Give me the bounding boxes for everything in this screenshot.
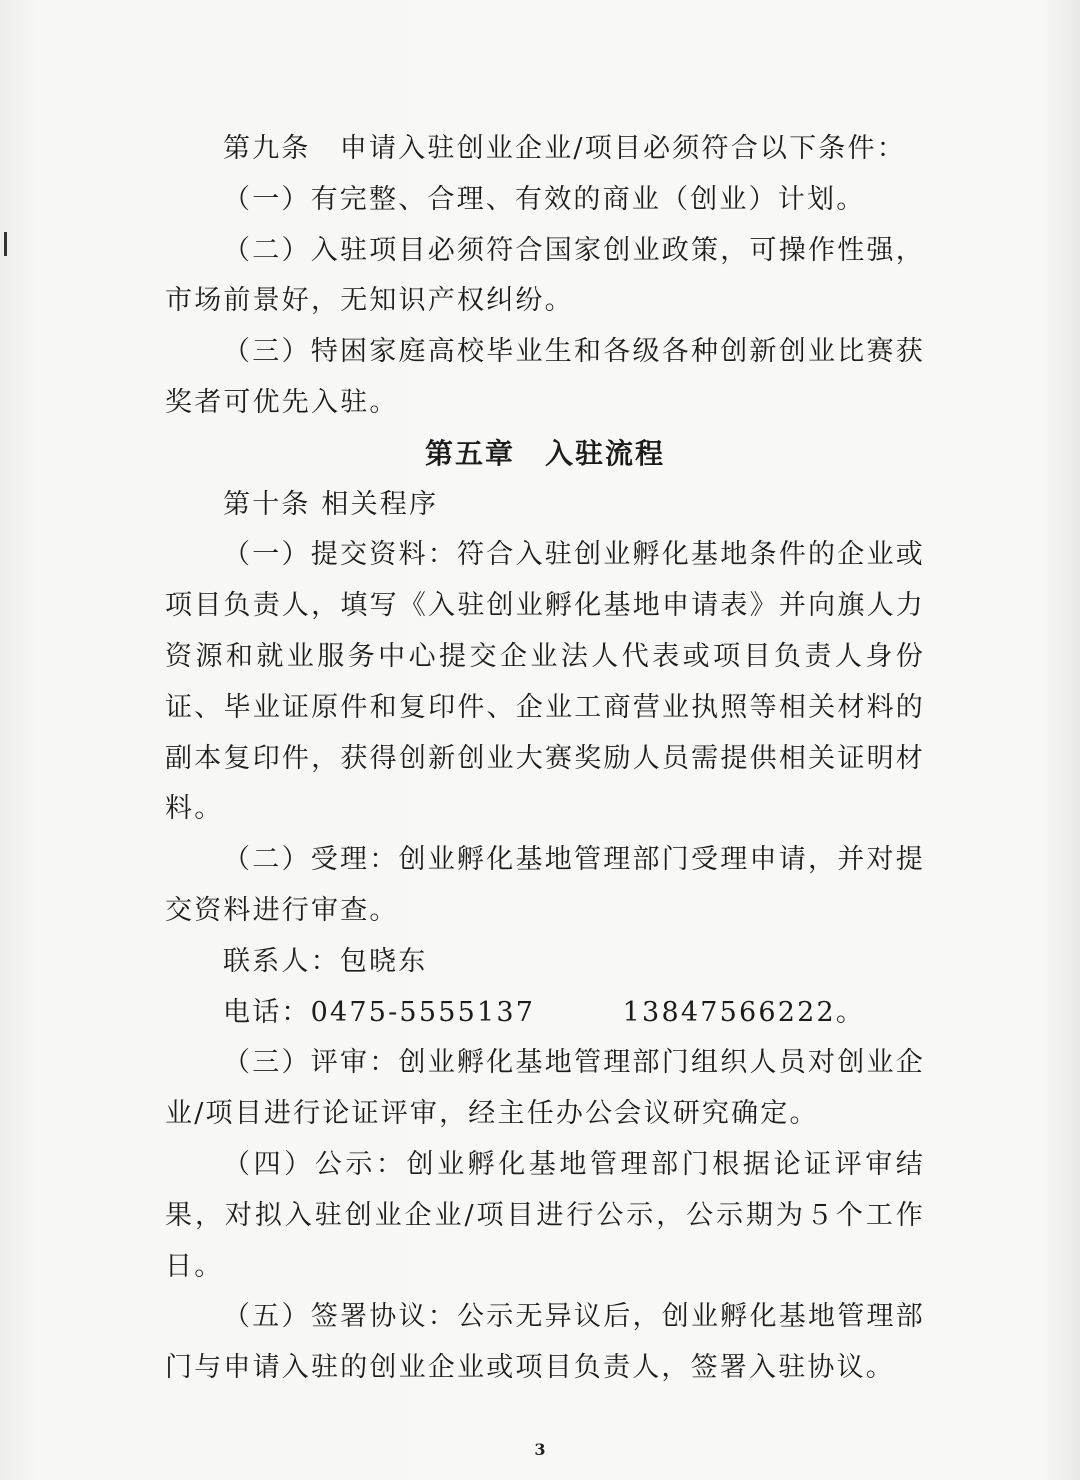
article-10-heading: 第十条 相关程序: [223, 488, 439, 520]
article-10-item-4: （四）公示：创业孵化基地管理部门根据论证评审结果，对拟入驻创业企业/项目进行公示，公示期为５个工作日。: [165, 1148, 925, 1282]
scan-edge-mark: [4, 232, 7, 256]
article-10-item-3: （三）评审：创业孵化基地管理部门组织人员对创业企业/项目进行论证评审，经主任办公会议研究确定。: [165, 1047, 925, 1130]
contact-phone: 电话：0475-5555137 13847566222。: [223, 996, 866, 1028]
article-10-item-2: （二）受理：创业孵化基地管理部门受理申请，并对提交资料进行审查。: [165, 844, 925, 926]
document-body: [165, 124, 925, 1394]
article-9-item-1: （一）有完整、合理、有效的商业（创业）计划。: [223, 183, 866, 215]
article-10-item-1: （一）提交资料：符合入驻创业孵化基地条件的企业或项目负责人，填写《入驻创业孵化基地申请表》并向旗人力资源和就业服务中心提交企业法人代表或项目负责人身份证、毕业证原件和复印件、企业工商营业执照等相关材料的副本复印件，获得创新创业大赛奖励人员需提供相关证明材料。: [165, 539, 925, 825]
contact-person: 联系人：包晓东: [223, 945, 428, 977]
article-10-item-5: （五）签署协议：公示无异议后，创业孵化基地管理部门与申请入驻的创业企业或项目负责人，签署入驻协议。: [165, 1301, 925, 1384]
page-number: 3: [534, 1440, 546, 1459]
article-9-item-2: （二）入驻项目必须符合国家创业政策，可操作性强，市场前景好，无知识产权纠纷。: [165, 234, 925, 317]
article-9-item-3: （三）特困家庭高校毕业生和各级各种创新创业比赛获奖者可优先入驻。: [165, 336, 925, 418]
article-9-heading: 第九条 申请入驻创业企业/项目必须符合以下条件：: [223, 133, 906, 164]
chapter-title: 第五章 入驻流程: [424, 436, 665, 470]
